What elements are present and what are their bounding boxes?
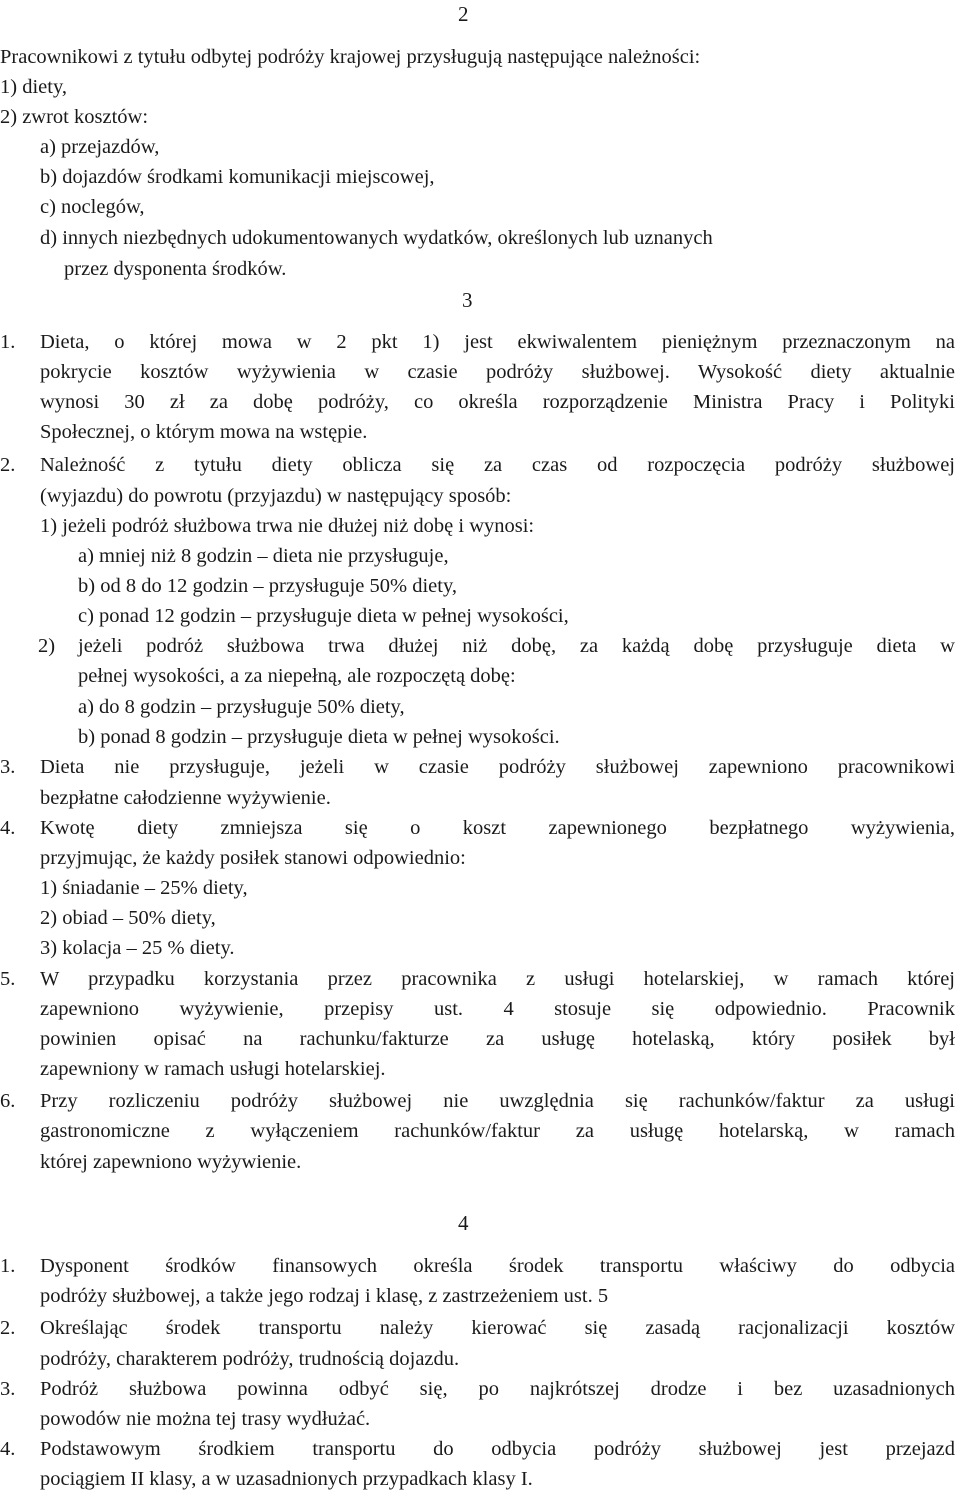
sec4-p3-number: 3. [0,1378,16,1400]
sec2-item-1: 1) diety, [0,76,67,98]
sec3-p2-item1b: b) od 8 do 12 godzin – przysługuje 50% diety, [78,575,457,597]
sec3-p3-number: 3. [0,756,16,778]
sec3-p1-number: 1. [0,331,16,353]
sec3-p6-line1: Przy rozliczeniu podróży służbowej nie uwzględnia się rachunków/faktur za usługi [40,1090,955,1112]
sec4-p2-number: 2. [0,1317,16,1339]
sec3-p6-line2: gastronomiczne z wyłączeniem rachunków/faktur za usługę hotelarską, w ramach [40,1120,955,1142]
sec3-p6-line3: której zapewniono wyżywienie. [40,1151,302,1173]
sec3-p5-line1: W przypadku korzystania przez pracownika z usługi hotelarskiej, w ramach której [40,968,955,990]
sec4-p3-line1: Podróż służbowa powinna odbyć się, po najkrótszej drodze i bez uzasadnionych [40,1378,955,1400]
sec2-item-2d-line2: przez dysponenta środków. [64,258,287,280]
sec4-p3-line2: powodów nie można tej trasy wydłużać. [40,1408,371,1430]
sec3-p6-number: 6. [0,1090,16,1112]
section-4-heading: 4 [458,1211,469,1235]
sec3-p5-number: 5. [0,968,16,990]
sec3-p5-line3: powinien opisać na rachunku/fakturze za usługę hotelaską, który posiłek był [40,1028,955,1050]
sec3-p4-line2: przyjmując, że każdy posiłek stanowi odpowiednio: [40,847,466,869]
sec3-p1-line4: Społecznej, o którym mowa na wstępie. [40,421,368,443]
sec3-p4-item3: 3) kolacja – 25 % diety. [40,937,235,959]
sec4-p2-line2: podróży, charakterem podróży, trudnością dojazdu. [40,1348,460,1370]
sec2-item-2a: a) przejazdów, [40,136,160,158]
sec3-p2-item2-number: 2) [38,635,56,657]
sec3-p2-item1c: c) ponad 12 godzin – przysługuje dieta w pełnej wysokości, [78,605,569,627]
sec3-p5-line2: zapewniono wyżywienie, przepisy ust. 4 stosuje się odpowiednio. Pracownik [40,998,955,1020]
sec2-item-2c: c) noclegów, [40,196,145,218]
sec2-item-2: 2) zwrot kosztów: [0,106,149,128]
sec3-p1-line3: wynosi 30 zł za dobę podróży, co określa rozporządzenie Ministra Pracy i Polityki [40,391,955,413]
sec3-p2-item1a: a) mniej niż 8 godzin – dieta nie przysługuje, [78,545,449,567]
sec3-p4-line1: Kwotę diety zmniejsza się o koszt zapewnionego bezpłatnego wyżywienia, [40,817,955,839]
sec4-p4-line2: pociągiem II klasy, a w uzasadnionych przypadkach klasy I. [40,1468,533,1490]
sec4-p1-line1: Dysponent środków finansowych określa środek transportu właściwy do odbycia [40,1255,955,1277]
sec4-p1-number: 1. [0,1255,16,1277]
section-2-heading: 2 [458,2,469,26]
sec3-p2-line1: Należność z tytułu diety oblicza się za czas od rozpoczęcia podróży służbowej [40,454,955,476]
sec3-p4-item1: 1) śniadanie – 25% diety, [40,877,248,899]
sec3-p4-item2: 2) obiad – 50% diety, [40,907,216,929]
sec3-p4-number: 4. [0,817,16,839]
sec3-p2-item2-line1: jeżeli podróż służbowa trwa dłużej niż dobę, za każdą dobę przysługuje dieta w [78,635,955,657]
section-3-heading: 3 [462,288,473,312]
sec3-p3-line2: bezpłatne całodzienne wyżywienie. [40,787,331,809]
sec4-p4-line1: Podstawowym środkiem transportu do odbycia podróży służbowej jest przejazd [40,1438,955,1460]
sec2-intro: Pracownikowi z tytułu odbytej podróży krajowej przysługują następujące należności: [0,46,701,68]
sec3-p2-item2a: a) do 8 godzin – przysługuje 50% diety, [78,696,405,718]
sec2-item-2b: b) dojazdów środkami komunikacji miejscowej, [40,166,435,188]
sec3-p1-line1: Dieta, o której mowa w 2 pkt 1) jest ekwiwalentem pieniężnym przeznaczonym na [40,331,955,353]
sec3-p2-number: 2. [0,454,16,476]
sec4-p1-line2: podróży służbowej, a także jego rodzaj i klasę, z zastrzeżeniem ust. 5 [40,1285,609,1307]
sec4-p2-line1: Określając środek transportu należy kierować się zasadą racjonalizacji kosztów [40,1317,955,1339]
sec3-p3-line1: Dieta nie przysługuje, jeżeli w czasie podróży służbowej zapewniono pracownikowi [40,756,955,778]
sec3-p2-item2b: b) ponad 8 godzin – przysługuje dieta w pełnej wysokości. [78,726,560,748]
sec2-item-2d-line1: d) innych niezbędnych udokumentowanych wydatków, określonych lub uznanych [40,227,713,249]
sec3-p5-line4: zapewniony w ramach usługi hotelarskiej. [40,1058,386,1080]
sec3-p2-item1: 1) jeżeli podróż służbowa trwa nie dłużej niż dobę i wynosi: [40,515,535,537]
sec3-p2-line2: (wyjazdu) do powrotu (przyjazdu) w następujący sposób: [40,485,512,507]
sec3-p1-line2: pokrycie kosztów wyżywienia w czasie podróży służbowej. Wysokość diety aktualnie [40,361,955,383]
sec4-p4-number: 4. [0,1438,16,1460]
sec3-p2-item2-line2: pełnej wysokości, a za niepełną, ale rozpoczętą dobę: [78,665,516,687]
